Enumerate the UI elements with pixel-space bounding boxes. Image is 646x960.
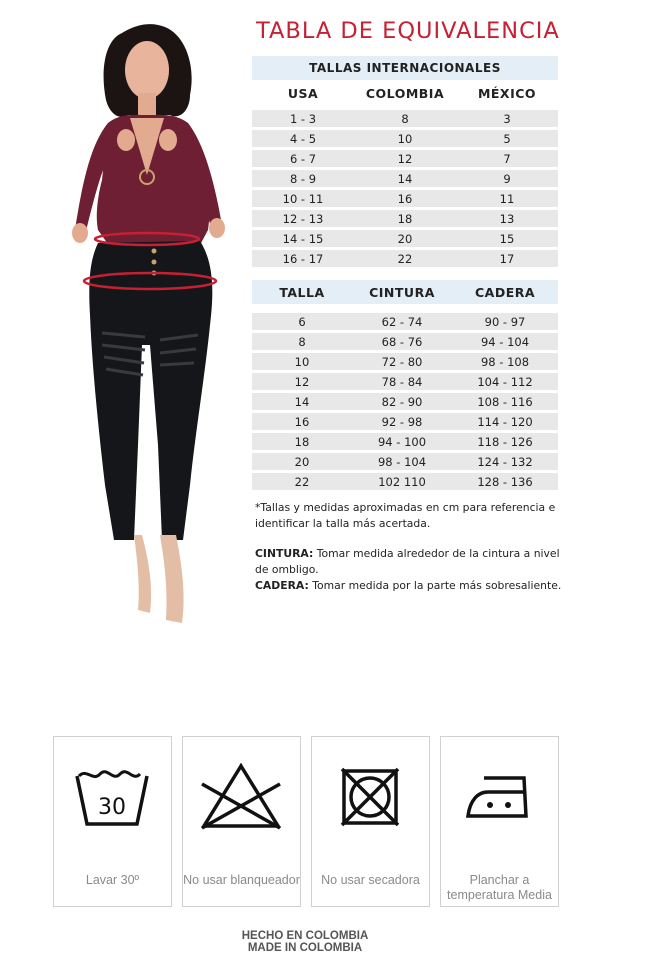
no-tumble-dry-icon bbox=[321, 748, 419, 846]
cell-talla: 22 bbox=[294, 474, 310, 489]
cell-mexico: 11 bbox=[499, 191, 515, 206]
cell-talla: 6 bbox=[298, 314, 306, 329]
cell-cadera: 104 - 112 bbox=[477, 374, 533, 389]
cell-mexico: 17 bbox=[499, 251, 515, 266]
column-header-usa: USA bbox=[287, 86, 319, 101]
cadera-label: CADERA: bbox=[255, 579, 309, 592]
care-label-no-bleach: No usar blanqueador bbox=[183, 873, 300, 887]
cell-usa: 12 - 13 bbox=[282, 211, 324, 226]
cell-usa: 14 - 15 bbox=[282, 231, 324, 246]
table-row bbox=[252, 170, 558, 187]
cell-cintura: 62 - 74 bbox=[381, 314, 423, 329]
page-title: TABLA DE EQUIVALENCIA bbox=[256, 18, 560, 44]
table-row bbox=[252, 250, 558, 267]
cell-colombia: 10 bbox=[397, 131, 413, 146]
table-row bbox=[252, 190, 558, 207]
care-card-wash bbox=[53, 736, 172, 907]
international-sizes-table bbox=[252, 56, 558, 267]
iron-medium-icon bbox=[450, 748, 548, 846]
care-label-iron: Planchar a temperatura Media bbox=[447, 873, 552, 902]
cell-cadera: 128 - 136 bbox=[477, 474, 533, 489]
wash-temp-label: 30 bbox=[98, 795, 126, 820]
model-photo bbox=[50, 15, 240, 630]
cell-usa: 4 - 5 bbox=[289, 131, 317, 146]
wash-30-icon bbox=[63, 748, 161, 846]
cell-colombia: 12 bbox=[397, 151, 413, 166]
cell-usa: 8 - 9 bbox=[289, 171, 317, 186]
cell-talla: 10 bbox=[294, 354, 310, 369]
cell-cadera: 124 - 132 bbox=[477, 454, 533, 469]
cell-colombia: 16 bbox=[397, 191, 413, 206]
column-header-mexico: MÉXICO bbox=[477, 86, 537, 101]
table-row bbox=[252, 230, 558, 247]
cell-cadera: 94 - 104 bbox=[480, 334, 530, 349]
cell-talla: 12 bbox=[294, 374, 310, 389]
cell-cintura: 102 110 bbox=[378, 474, 426, 489]
cell-mexico: 7 bbox=[503, 151, 511, 166]
cell-mexico: 13 bbox=[499, 211, 515, 226]
table-row bbox=[252, 313, 558, 330]
cell-cadera: 114 - 120 bbox=[477, 414, 533, 429]
column-header-cadera: CADERA bbox=[474, 284, 536, 300]
cell-colombia: 14 bbox=[397, 171, 413, 186]
care-label-no-dryer: No usar secadora bbox=[321, 873, 420, 887]
no-bleach-icon bbox=[192, 748, 290, 846]
table-row bbox=[252, 453, 558, 470]
cell-talla: 20 bbox=[294, 454, 310, 469]
cell-cadera: 118 - 126 bbox=[477, 434, 533, 449]
cell-mexico: 3 bbox=[503, 111, 511, 126]
footer-line-2: MADE IN COLOMBIA bbox=[247, 942, 363, 954]
cell-cintura: 94 - 100 bbox=[377, 434, 427, 449]
cell-usa: 10 - 11 bbox=[282, 191, 324, 206]
table-row bbox=[252, 473, 558, 490]
cell-talla: 8 bbox=[298, 334, 306, 349]
table-column-headers bbox=[252, 280, 558, 304]
cell-colombia: 8 bbox=[401, 111, 409, 126]
table-column-headers bbox=[252, 80, 558, 107]
made-in-footer bbox=[200, 930, 410, 954]
cell-cintura: 98 - 104 bbox=[377, 454, 427, 469]
column-header-colombia: COLOMBIA bbox=[365, 86, 445, 101]
table-row bbox=[252, 210, 558, 227]
disclaimer-note: *Tallas y medidas aproximadas en cm para referencia e identificar la talla más acertada. bbox=[255, 501, 556, 530]
table-row bbox=[252, 413, 558, 430]
cell-colombia: 18 bbox=[397, 211, 413, 226]
cell-talla: 18 bbox=[294, 434, 310, 449]
cell-cadera: 108 - 116 bbox=[477, 394, 533, 409]
table-row bbox=[252, 393, 558, 410]
cell-colombia: 20 bbox=[397, 231, 413, 246]
cell-mexico: 9 bbox=[503, 171, 511, 186]
cell-talla: 14 bbox=[294, 394, 310, 409]
cell-talla: 16 bbox=[294, 414, 310, 429]
cell-cintura: 82 - 90 bbox=[381, 394, 423, 409]
cell-usa: 1 - 3 bbox=[289, 111, 317, 126]
care-label-wash: Lavar 30º bbox=[85, 873, 140, 887]
cell-cintura: 78 - 84 bbox=[381, 374, 423, 389]
cadera-text: Tomar medida por la parte más sobresaliente. bbox=[312, 579, 562, 592]
table-band-header: TALLAS INTERNACIONALES bbox=[252, 56, 558, 80]
cell-cintura: 92 - 98 bbox=[381, 414, 423, 429]
cell-cadera: 90 - 97 bbox=[484, 314, 526, 329]
cell-mexico: 15 bbox=[499, 231, 515, 246]
care-card-no-bleach bbox=[182, 736, 301, 907]
column-header-talla: TALLA bbox=[279, 284, 325, 300]
footer-line-1: HECHO EN COLOMBIA bbox=[241, 930, 369, 942]
cell-cintura: 72 - 80 bbox=[381, 354, 423, 369]
measurements-table bbox=[252, 280, 558, 490]
cell-mexico: 5 bbox=[503, 131, 511, 146]
cadera-note bbox=[255, 578, 565, 594]
cell-cadera: 98 - 108 bbox=[480, 354, 530, 369]
table-row bbox=[252, 433, 558, 450]
care-card-no-dryer bbox=[311, 736, 430, 907]
column-header-cintura: CINTURA bbox=[369, 284, 435, 300]
cell-colombia: 22 bbox=[397, 251, 413, 266]
cell-usa: 6 - 7 bbox=[289, 151, 317, 166]
table-row bbox=[252, 150, 558, 167]
cell-usa: 16 - 17 bbox=[282, 251, 324, 266]
table-row bbox=[252, 353, 558, 370]
table-row bbox=[252, 110, 558, 127]
cell-cintura: 68 - 76 bbox=[381, 334, 423, 349]
care-card-iron bbox=[440, 736, 559, 907]
table-row bbox=[252, 333, 558, 350]
cintura-text: Tomar medida alrededor de la cintura a nivel de ombligo. bbox=[255, 547, 560, 576]
cintura-note bbox=[255, 546, 565, 578]
table-row bbox=[252, 373, 558, 390]
table-row bbox=[252, 130, 558, 147]
cintura-label: CINTURA: bbox=[255, 547, 314, 560]
